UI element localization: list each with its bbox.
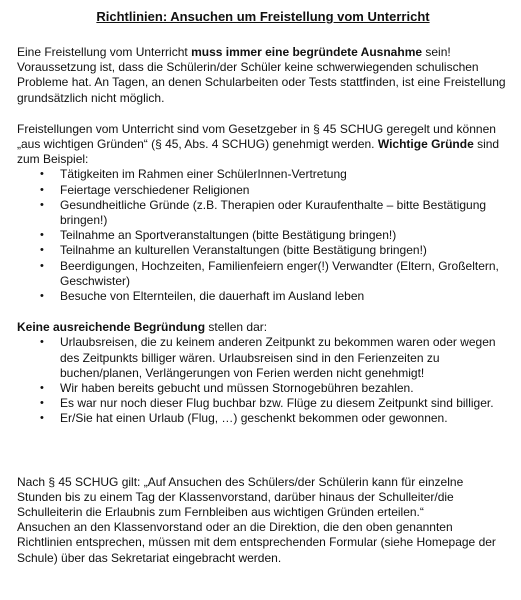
legal-quote-section [17,475,509,566]
bullet-icon: • [40,397,44,410]
list-item [17,167,509,182]
list-item-text: Urlaubsreisen, die zu keinem anderen Zeitpunkt zu bekommen waren oder wegen des Zeitpunkts billiger wären. Urlaubsreisen sind in den Ferienzeiten zu buchen/planen, Verlängerungen von Ferien werden nicht genehmigt! [60,335,496,380]
list-item [17,243,509,258]
list-item-text: Beerdigungen, Hochzeiten, Familienfeiern enger(!) Verwandter (Eltern, Großeltern, Geschwister) [60,258,499,288]
bullet-icon: • [40,382,44,395]
list-item-text: Teilnahme an kulturellen Veranstaltungen (bitte Bestätigung bringen!) [60,243,427,258]
page-title: Richtlinien: Ansuchen um Freistellung vom Unterricht [96,9,430,24]
list-item [17,411,509,426]
intro-text-end: sein! Voraussetzung ist, dass die Schülerin/der Schüler keine schwerwiegenden schulischen Probleme hat. An Tagen, an denen Schularbeiten oder Tests stattfinden, ist eine Freistellung grundsätzlich nicht möglich. [17,45,506,105]
legal-text-start: Freistellungen vom Unterricht sind vom Gesetzgeber in § 45 SCHUG geregelt und können „aus wichtigen Gründen“ (§ 45, Abs. 4 SCHUG) genehmigt werden. [17,121,496,152]
bullet-icon: • [40,290,44,303]
list-item-text: Teilnahme an Sportveranstaltungen (bitte Bestätigung bringen!) [60,228,397,243]
list-item [17,335,509,381]
list-item [17,228,509,243]
keine-gruende-section [17,320,509,426]
keine-gruende-list [17,335,509,426]
legal-paragraph [17,122,509,168]
bullet-icon: • [40,183,44,196]
list-item [17,259,509,289]
list-item-text: Feiertage verschiedener Religionen [60,182,250,197]
list-item [17,183,509,198]
list-item-text: Wir haben bereits gebucht und müssen Stornogebühren bezahlen. [60,381,414,396]
legal-quote-paragraph: Nach § 45 SCHUG gilt: „Auf Ansuchen des Schülers/der Schülerin kann für einzelne Stunden bis zu einem Tag der Klassenvorstand, darüber hinaus der Schulleiter/die Schulleiterin die Erlaubnis zum Fernbleiben aus wichtigen Gründen erteilen.“ [17,474,464,520]
list-item-text: Besuche von Elternteilen, die dauerhaft im Ausland leben [60,289,365,304]
bullet-icon: • [40,168,44,181]
keine-gruende-heading-rest: stellen dar: [205,320,268,335]
submission-instructions: Ansuchen an den Klassenvorstand oder an die Direktion, die den oben genannten Richtlinien entsprechen, müssen mit dem entsprechenden Formular (siehe Homepage der Schule) über das Sekretariat eingebracht werden. [17,520,496,565]
legal-text-end: sind zum Beispiel: [17,137,500,167]
bullet-icon: • [40,244,44,257]
keine-gruende-intro [17,320,509,335]
bullet-icon: • [40,259,44,272]
list-item [17,381,509,396]
intro-emphasis: muss immer eine begründete Ausnahme [191,45,423,59]
wichtige-gruende-heading: Wichtige Gründe [377,137,474,152]
keine-gruende-heading: Keine ausreichende Begründung [17,320,206,335]
list-item-text: Gesundheitliche Gründe (z.B. Therapien oder Kuraufenthalte – bitte Bestätigung bringen!) [60,197,487,228]
bullet-icon: • [40,336,44,349]
wichtige-gruende-list [17,167,509,304]
bullet-icon: • [40,229,44,242]
list-item-text: Er/Sie hat einen Urlaub (Flug, …) geschenkt bekommen oder gewonnen. [60,411,448,426]
list-item [17,289,509,304]
bullet-icon: • [40,412,44,425]
list-item [17,198,509,228]
intro-text-start: Eine Freistellung vom Unterricht [17,45,192,59]
bullet-icon: • [40,198,44,211]
intro-paragraph [17,45,509,106]
list-item-text: Es war nur noch dieser Flug buchbar bzw. Flüge zu diesem Zeitpunkt sind billiger. [60,396,494,411]
list-item [17,396,509,411]
wichtige-gruende-section [17,122,509,304]
list-item-text: Tätigkeiten im Rahmen einer SchülerInnen-Vertretung [60,167,347,182]
